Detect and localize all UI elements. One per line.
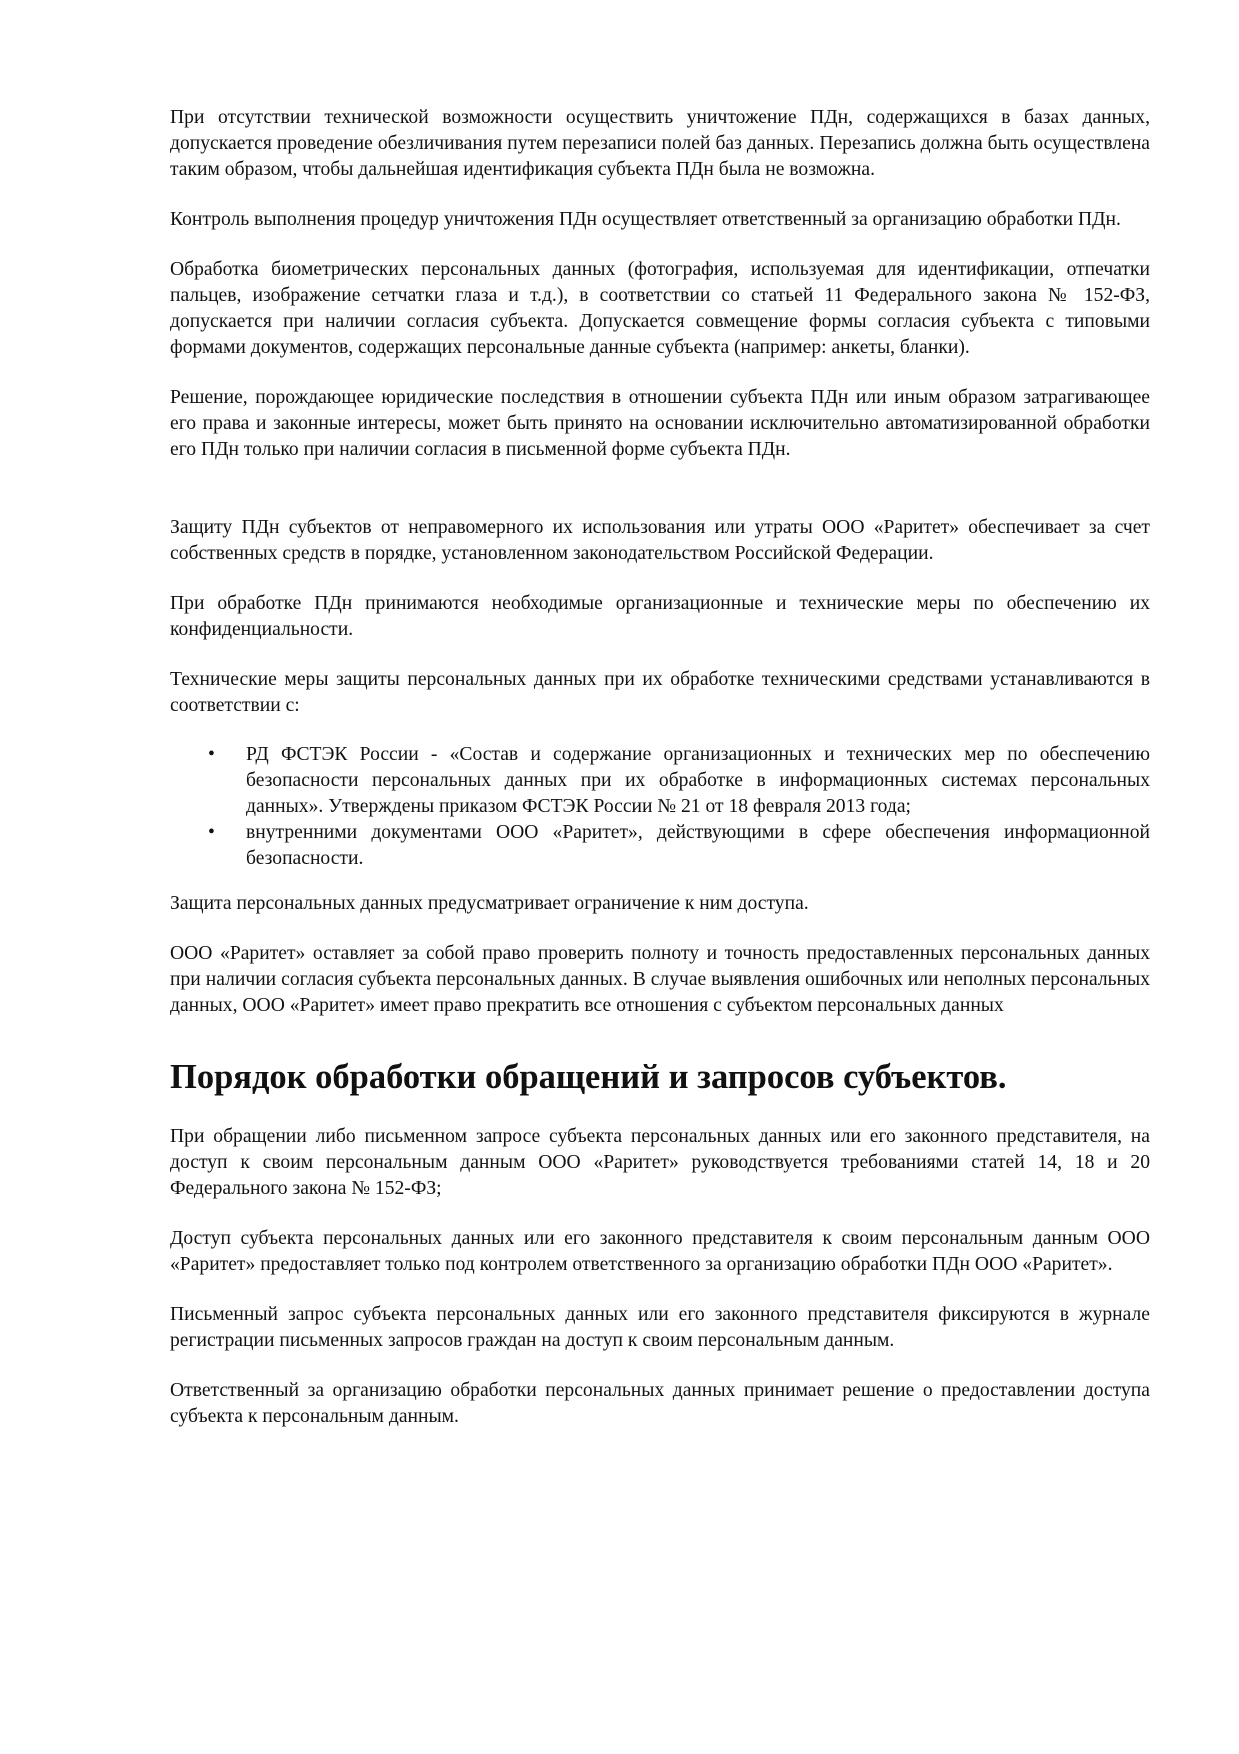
section-heading: Порядок обработки обращений и запросов субъектов. xyxy=(170,1058,1007,1096)
technical-measures-list xyxy=(170,742,1150,872)
paragraph-request-handling: При обращении либо письменном запросе субъекта персональных данных или его законного представителя, на доступ к своим персональным данным ООО «Раритет» руководствуется требованиями статей 14, 18 и 20 Федерального закона № 152-ФЗ; xyxy=(170,1126,1150,1199)
paragraph-technical-measures: Технические меры защиты персональных данных при их обработке техническими средствами устанавливаются в соответствии с: xyxy=(170,669,1150,716)
paragraph-data-verification: ООО «Раритет» оставляет за собой право проверить полноту и точность предоставленных персональных данных при наличии согласия субъекта персональных данных. В случае выявления ошибочных или неполных персональных данных, ООО «Раритет» имеет право прекратить все отношения с субъектом персональных данных xyxy=(170,943,1150,1016)
list-item-text: внутренними документами ООО «Раритет», действующими в сфере обеспечения информационной безопасности. xyxy=(246,822,1150,869)
paragraph-anonymization: При отсутствии технической возможности осуществить уничтожение ПДн, содержащихся в базах данных, допускается проведение обезличивания путем перезаписи полей баз данных. Перезапись должна быть осуществлена таким образом, чтобы дальнейшая идентификация субъекта ПДн была не возможна. xyxy=(170,107,1150,180)
paragraph-confidentiality-measures: При обработке ПДн принимаются необходимые организационные и технические меры по обеспечению их конфиденциальности. xyxy=(170,593,1150,640)
bullet-icon: • xyxy=(208,822,215,843)
list-item xyxy=(170,742,1150,820)
paragraph-access-decision: Ответственный за организацию обработки персональных данных принимает решение о предоставлении доступа субъекта к персональным данным. xyxy=(170,1380,1150,1427)
paragraph-automated-decision: Решение, порождающее юридические последствия в отношении субъекта ПДн или иным образом затрагивающее его права и законные интересы, может быть принято на основании исключительно автоматизированной обработки его ПДн только при наличии согласия в письменной форме субъекта ПДн. xyxy=(170,387,1150,460)
list-item-text: РД ФСТЭК России - «Состав и содержание организационных и технических мер по обеспечению безопасности персональных данных при их обработке в информационных системах персональных данных». Утверждены приказом ФСТЭК России № 21 от 18 февраля 2013 года; xyxy=(246,744,1150,817)
paragraph-request-registration: Письменный запрос субъекта персональных данных или его законного представителя фиксируются в журнале регистрации письменных запросов граждан на доступ к своим персональным данным. xyxy=(170,1304,1150,1351)
list-item xyxy=(170,820,1150,872)
paragraph-biometric-data: Обработка биометрических персональных данных (фотография, используемая для идентификации, отпечатки пальцев, изображение сетчатки глаза и т.д.), в соответствии со статьей 11 Федерального закона № 152-ФЗ, допускается при наличии согласия субъекта. Допускается совмещение формы согласия субъекта с типовыми формами документов, содержащих персональные данные субъекта (например: анкеты, бланки). xyxy=(170,259,1150,358)
document-page xyxy=(170,105,1150,1430)
paragraph-destruction-control: Контроль выполнения процедур уничтожения ПДн осуществляет ответственный за организацию обработки ПДн. xyxy=(170,209,1121,230)
paragraph-access-restriction: Защита персональных данных предусматривает ограничение к ним доступа. xyxy=(170,893,809,914)
paragraph-access-control: Доступ субъекта персональных данных или его законного представителя к своим персональным данным ООО «Раритет» предоставляет только под контролем ответственного за организацию обработки ПДн ООО «Раритет». xyxy=(170,1228,1150,1275)
paragraph-protection-costs: Защиту ПДн субъектов от неправомерного их использования или утраты ООО «Раритет» обеспечивает за счет собственных средств в порядке, установленном законодательством Российской Федерации. xyxy=(170,517,1150,564)
bullet-icon: • xyxy=(208,744,215,765)
